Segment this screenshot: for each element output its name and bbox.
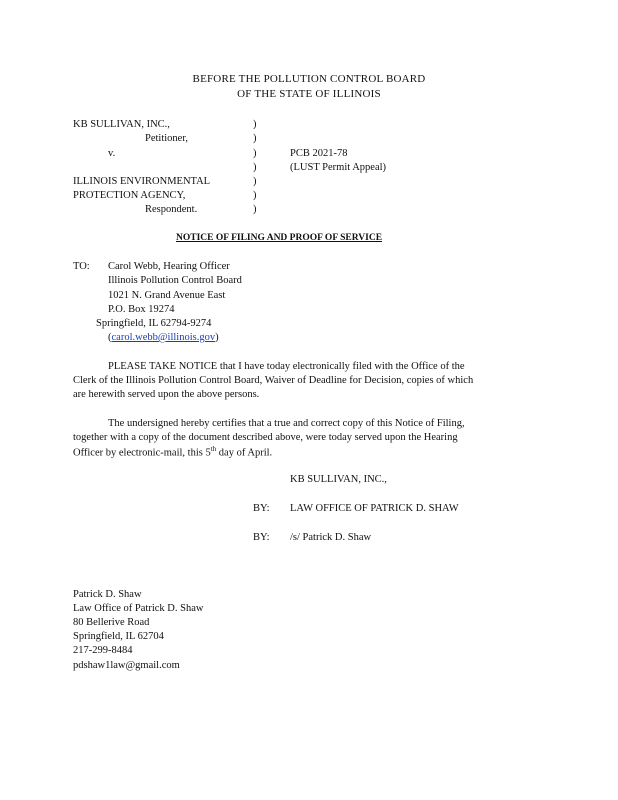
notice-paragraph-line: Clerk of the Illinois Pollution Control Board, Waiver of Deadline for Decision, copies of which <box>73 375 474 386</box>
caption-paren: ) <box>253 148 257 159</box>
caption-paren: ) <box>253 204 257 215</box>
law-office-name: LAW OFFICE OF PATRICK D. SHAW <box>290 503 459 514</box>
caption-paren: ) <box>253 190 257 201</box>
petitioner-role: Petitioner, <box>145 133 189 144</box>
notice-title: NOTICE OF FILING AND PROOF OF SERVICE <box>176 233 383 243</box>
case-number: PCB 2021-78 <box>290 148 348 159</box>
caption-paren: ) <box>253 162 257 173</box>
recipient-line: 1021 N. Grand Avenue East <box>108 290 226 301</box>
respondent-role: Respondent. <box>145 204 198 215</box>
caption-paren: ) <box>253 119 257 130</box>
board-subtitle: OF THE STATE OF ILLINOIS <box>237 88 381 100</box>
certification-text: Officer by electronic-mail, this 5 <box>73 447 211 459</box>
caption-paren: ) <box>253 133 257 144</box>
recipient-email-link[interactable]: carol.webb@illinois.gov <box>111 332 216 343</box>
certification-line: together with a copy of the document described above, were today served upon the Hearing <box>73 432 458 443</box>
attorney-firm: Law Office of Patrick D. Shaw <box>73 603 204 614</box>
certification-text: day of April. <box>216 447 273 459</box>
attorney-email: pdshaw1law@gmail.com <box>73 660 180 671</box>
attorney-street: 80 Bellerive Road <box>73 617 150 628</box>
attorney-city: Springfield, IL 62704 <box>73 631 164 642</box>
versus-label: v. <box>108 148 116 159</box>
respondent-name-line1: ILLINOIS ENVIRONMENTAL <box>73 176 211 187</box>
respondent-name-line2: PROTECTION AGENCY, <box>73 190 186 201</box>
petitioner-name: KB SULLIVAN, INC., <box>73 119 170 130</box>
electronic-signature: /s/ Patrick D. Shaw <box>290 532 372 543</box>
by-label: BY: <box>253 532 270 543</box>
recipient-line: Carol Webb, Hearing Officer <box>108 261 230 272</box>
signature-party: KB SULLIVAN, INC., <box>290 474 387 485</box>
to-label: TO: <box>73 261 90 272</box>
attorney-phone: 217-299-8484 <box>73 645 133 656</box>
recipient-line: P.O. Box 19274 <box>108 304 175 315</box>
recipient-line: Illinois Pollution Control Board <box>108 275 242 286</box>
email-open-paren: ( <box>108 332 112 343</box>
notice-paragraph-line: are herewith served upon the above persons. <box>73 389 260 400</box>
board-title: BEFORE THE POLLUTION CONTROL BOARD <box>192 73 426 85</box>
caption-paren: ) <box>253 176 257 187</box>
attorney-name: Patrick D. Shaw <box>73 589 142 600</box>
by-label: BY: <box>253 503 270 514</box>
email-close-paren: ) <box>215 332 219 343</box>
recipient-line: Springfield, IL 62794-9274 <box>96 318 212 329</box>
case-type: (LUST Permit Appeal) <box>290 162 387 173</box>
certification-line <box>73 445 272 460</box>
notice-paragraph-line: PLEASE TAKE NOTICE that I have today electronically filed with the Office of the <box>108 361 465 372</box>
ordinal-suffix: th <box>210 445 217 453</box>
certification-line: The undersigned hereby certifies that a true and correct copy of this Notice of Filing, <box>108 418 465 429</box>
recipient-email-line <box>108 331 219 344</box>
